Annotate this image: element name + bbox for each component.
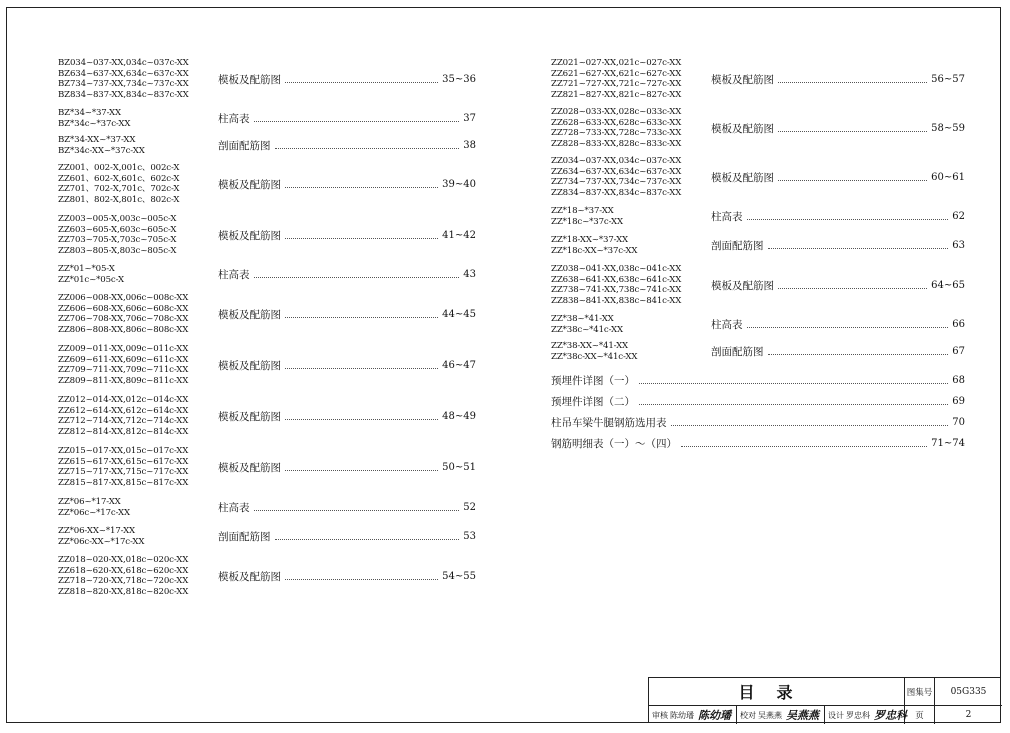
drawing-code: ZZ615~617-XX,615c~617c-XX xyxy=(58,456,189,467)
page-number: 64~65 xyxy=(931,279,965,291)
drawing-code: ZZ*38~*41-XX xyxy=(551,314,614,324)
drawing-code: ZZ828~833-XX,828c~833c-XX xyxy=(551,138,682,149)
drawing-code: ZZ038~041-XX,038c~041c-XX xyxy=(551,264,682,274)
design-name: 罗忠科 xyxy=(846,710,870,720)
toc-entry xyxy=(58,214,476,256)
page-number: 48~49 xyxy=(442,410,476,422)
drawing-codes xyxy=(58,264,210,285)
page-number: 44~45 xyxy=(442,308,476,320)
dot-leader xyxy=(768,354,949,355)
page-number: 43 xyxy=(463,269,476,280)
drawing-code: ZZ606~608-XX,606c~608c-XX xyxy=(58,303,189,314)
toc-entry xyxy=(551,433,965,454)
page-number: 50~51 xyxy=(442,461,476,473)
drawing-code: ZZ*06c-XX~*17c-XX xyxy=(58,536,145,547)
entry-title: 模板及配筋图 xyxy=(218,178,281,191)
dot-leader xyxy=(778,82,927,83)
dot-leader xyxy=(285,238,438,239)
entry-title: 钢筋明细表（一）～（四） xyxy=(551,438,677,450)
toc-column-left xyxy=(58,58,476,597)
drawing-code: BZ734~737-XX,734c~737c-XX xyxy=(58,79,189,89)
dot-leader xyxy=(254,121,460,122)
review-label: 审核 xyxy=(652,710,668,720)
dot-leader xyxy=(285,470,438,471)
entry-title: 模板及配筋图 xyxy=(218,461,281,474)
review-cell xyxy=(649,706,737,724)
dot-leader xyxy=(285,317,438,318)
dot-leader xyxy=(778,180,927,181)
entry-title: 柱高表 xyxy=(711,319,743,331)
drawing-code: ZZ706~708-XX,706c~708c-XX xyxy=(58,314,189,324)
drawing-code: ZZ034~037-XX,034c~037c-XX xyxy=(551,156,682,166)
entry-title: 模板及配筋图 xyxy=(711,122,774,135)
drawing-code: ZZ809~811-XX,809c~811c-XX xyxy=(58,375,189,386)
toc-entry xyxy=(58,395,476,437)
toc-entry xyxy=(58,163,476,205)
toc-entry xyxy=(58,497,476,518)
toc-entry xyxy=(58,135,476,156)
drawing-code: ZZ*38c-XX~*41c-XX xyxy=(551,351,638,362)
drawing-code: ZZ703~705-X,703c~705c-X xyxy=(58,235,177,245)
page-number: 56~57 xyxy=(931,73,965,85)
page-number: 68 xyxy=(952,375,965,386)
drawing-code: BZ834~837-XX,834c~837c-XX xyxy=(58,89,189,100)
drawing-code: BZ034~037-XX,034c~037c-XX xyxy=(58,58,189,68)
toc-entry xyxy=(551,412,965,433)
page-number: 46~47 xyxy=(442,359,476,371)
drawing-codes xyxy=(58,214,210,256)
page-number: 58~59 xyxy=(931,122,965,134)
page-number: 41~42 xyxy=(442,229,476,241)
dot-leader xyxy=(681,446,927,447)
entry-title: 模板及配筋图 xyxy=(711,279,774,292)
dot-leader xyxy=(275,148,460,149)
toc-entry xyxy=(551,264,965,306)
review-signature: 陈幼璠 xyxy=(698,709,731,722)
drawing-codes xyxy=(58,344,210,386)
entry-title: 柱高表 xyxy=(218,502,250,514)
toc-entry xyxy=(551,58,965,100)
entry-title: 预埋件详图（一） xyxy=(551,375,635,387)
drawing-codes xyxy=(551,264,703,306)
drawing-code: ZZ*18~*37-XX xyxy=(551,206,614,216)
drawing-code: ZZ721~727-XX,721c~727c-XX xyxy=(551,79,682,89)
dot-leader xyxy=(639,383,948,384)
page-number: 63 xyxy=(952,240,965,251)
check-label: 校对 xyxy=(740,710,756,720)
drawing-code: ZZ603~605-X,603c~605c-X xyxy=(58,224,177,235)
page-number: 69 xyxy=(952,396,965,407)
dot-leader xyxy=(285,579,438,580)
entry-title: 模板及配筋图 xyxy=(711,171,774,184)
drawing-code: ZZ028~033-XX,028c~033c-XX xyxy=(551,107,682,117)
page-number: 71~74 xyxy=(931,438,965,449)
drawing-code: ZZ*18c~*37c-XX xyxy=(551,216,623,227)
dot-leader xyxy=(747,327,949,328)
toc-entry xyxy=(58,344,476,386)
drawing-code: BZ*34-XX~*37-XX xyxy=(58,135,136,145)
drawing-codes xyxy=(58,163,210,205)
drawing-codes xyxy=(58,293,210,335)
drawing-code: ZZ009~011-XX,009c~011c-XX xyxy=(58,344,189,354)
entry-title: 剖面配筋图 xyxy=(711,240,764,252)
entry-title: 剖面配筋图 xyxy=(218,531,271,543)
design-signature: 罗忠科 xyxy=(874,709,907,722)
drawing-code: BZ634~637-XX,634c~637c-XX xyxy=(58,68,189,79)
page-number: 2 xyxy=(965,710,972,720)
drawing-code: ZZ634~637-XX,634c~637c-XX xyxy=(551,166,682,177)
entry-title: 剖面配筋图 xyxy=(711,346,764,358)
dot-leader xyxy=(671,425,949,426)
atlas-number-label: 图集号 xyxy=(905,678,935,706)
design-label: 设计 xyxy=(828,710,844,720)
drawing-codes xyxy=(551,107,703,149)
entry-title: 剖面配筋图 xyxy=(218,140,271,152)
toc-entry xyxy=(551,391,965,412)
drawing-code: ZZ*01c~*05c-X xyxy=(58,274,124,285)
drawing-code: ZZ734~737-XX,734c~737c-XX xyxy=(551,177,682,187)
entry-title: 柱高表 xyxy=(711,211,743,223)
drawing-code: ZZ638~641-XX,638c~641c-XX xyxy=(551,274,682,285)
dot-leader xyxy=(285,419,438,420)
toc-entry xyxy=(58,446,476,488)
drawing-code: ZZ012~014-XX,012c~014c-XX xyxy=(58,395,189,405)
page-number: 54~55 xyxy=(442,570,476,582)
design-cell xyxy=(825,706,912,724)
page-number: 53 xyxy=(463,531,476,542)
drawing-code: ZZ728~733-XX,728c~733c-XX xyxy=(551,128,682,138)
signature-row xyxy=(649,706,905,724)
drawing-code: ZZ003~005-X,003c~005c-X xyxy=(58,214,177,224)
toc-entry xyxy=(58,555,476,597)
entry-title: 模板及配筋图 xyxy=(218,570,281,583)
dot-leader xyxy=(254,510,460,511)
title-block-title: 目录 xyxy=(649,678,905,706)
dot-leader xyxy=(285,187,438,188)
drawing-code: ZZ628~633-XX,628c~633c-XX xyxy=(551,117,682,128)
toc-entry xyxy=(551,235,965,256)
atlas-number: 05G335 xyxy=(935,678,1002,706)
dot-leader xyxy=(275,539,460,540)
page-number: 35~36 xyxy=(442,73,476,85)
entry-title: 预埋件详图（二） xyxy=(551,396,635,408)
drawing-codes xyxy=(58,135,210,156)
toc-entry xyxy=(551,370,965,391)
drawing-code: ZZ803~805-X,803c~805c-X xyxy=(58,245,177,256)
drawing-code: ZZ712~714-XX,712c~714c-XX xyxy=(58,416,189,426)
drawing-code: ZZ806~808-XX,806c~808c-XX xyxy=(58,324,189,335)
entry-title: 模板及配筋图 xyxy=(218,308,281,321)
drawing-codes xyxy=(58,555,210,597)
drawing-code: ZZ718~720-XX,718c~720c-XX xyxy=(58,576,189,586)
toc-entry xyxy=(551,156,965,198)
page-number: 39~40 xyxy=(442,178,476,190)
drawing-codes xyxy=(58,446,210,488)
dot-leader xyxy=(639,404,948,405)
drawing-code: ZZ*06c~*17c-XX xyxy=(58,507,130,518)
entry-title: 模板及配筋图 xyxy=(218,359,281,372)
toc-entry xyxy=(58,293,476,335)
toc-entry xyxy=(58,526,476,547)
dot-leader xyxy=(254,277,460,278)
page-number: 66 xyxy=(952,319,965,330)
check-cell xyxy=(737,706,825,724)
drawing-code: ZZ609~611-XX,609c~611c-XX xyxy=(58,354,189,365)
drawing-code: BZ*34c~*37c-XX xyxy=(58,118,131,129)
drawing-code: ZZ*01~*05-X xyxy=(58,264,115,274)
toc-entry xyxy=(551,107,965,149)
page-label: 页 xyxy=(905,706,935,724)
dot-leader xyxy=(768,248,949,249)
drawing-code: ZZ821~827-XX,821c~827c-XX xyxy=(551,89,682,100)
drawing-code: ZZ834~837-XX,834c~837c-XX xyxy=(551,187,682,198)
page-number: 62 xyxy=(952,211,965,222)
drawing-code: ZZ815~817-XX,815c~817c-XX xyxy=(58,477,189,488)
drawing-code: ZZ018~020-XX,018c~020c-XX xyxy=(58,555,189,565)
drawing-codes xyxy=(58,395,210,437)
drawing-code: ZZ*18c-XX~*37c-XX xyxy=(551,245,638,256)
page-number: 70 xyxy=(952,417,965,428)
drawing-code: ZZ*06~*17-XX xyxy=(58,497,121,507)
drawing-code: ZZ006~008-XX,006c~008c-XX xyxy=(58,293,189,303)
drawing-code: ZZ801、802-X,801c、802c-X xyxy=(58,194,180,205)
entry-title: 模板及配筋图 xyxy=(218,73,281,86)
drawing-codes xyxy=(551,156,703,198)
dot-leader xyxy=(285,368,438,369)
entry-title: 模板及配筋图 xyxy=(218,229,281,242)
drawing-code: ZZ618~620-XX,618c~620c-XX xyxy=(58,565,189,576)
drawing-code: ZZ*38-XX~*41-XX xyxy=(551,341,629,351)
title-block xyxy=(648,677,1001,723)
drawing-code: ZZ*06-XX~*17-XX xyxy=(58,526,136,536)
drawing-code: ZZ621~627-XX,621c~627c-XX xyxy=(551,68,682,79)
toc-entry xyxy=(551,314,965,335)
check-signature: 吴燕燕 xyxy=(786,709,819,722)
drawing-code: ZZ738~741-XX,738c~741c-XX xyxy=(551,285,682,295)
dot-leader xyxy=(747,219,949,220)
drawing-code: ZZ021~027-XX,021c~027c-XX xyxy=(551,58,682,68)
drawing-codes xyxy=(551,206,703,227)
page-number: 52 xyxy=(463,502,476,513)
toc-column-right xyxy=(551,58,965,454)
page-number: 37 xyxy=(463,113,476,124)
drawing-code: ZZ*38c~*41c-XX xyxy=(551,324,623,335)
drawing-codes xyxy=(58,526,210,547)
entry-title: 柱高表 xyxy=(218,269,250,281)
entry-title: 柱吊车梁牛腿钢筋选用表 xyxy=(551,417,667,429)
drawing-code: ZZ818~820-XX,818c~820c-XX xyxy=(58,586,189,597)
toc-entry xyxy=(58,58,476,100)
drawing-codes xyxy=(551,341,703,362)
drawing-code: ZZ015~017-XX,015c~017c-XX xyxy=(58,446,189,456)
page-number: 67 xyxy=(952,346,965,357)
check-name: 吴燕燕 xyxy=(758,710,782,720)
review-name: 陈幼璠 xyxy=(670,710,694,720)
drawing-code: BZ*34~*37-XX xyxy=(58,108,121,118)
drawing-codes xyxy=(58,497,210,518)
drawing-code: ZZ715~717-XX,715c~717c-XX xyxy=(58,467,189,477)
page-number: 38 xyxy=(463,140,476,151)
toc-entry xyxy=(58,108,476,129)
dot-leader xyxy=(285,82,438,83)
drawing-code: ZZ709~711-XX,709c~711c-XX xyxy=(58,365,189,375)
page-number: 60~61 xyxy=(931,171,965,183)
toc-entry xyxy=(58,264,476,285)
drawing-code: ZZ*18-XX~*37-XX xyxy=(551,235,629,245)
drawing-codes xyxy=(58,108,210,129)
drawing-code: ZZ612~614-XX,612c~614c-XX xyxy=(58,405,189,416)
entry-title: 模板及配筋图 xyxy=(218,410,281,423)
drawing-code: ZZ001、002-X,001c、002c-X xyxy=(58,163,180,173)
dot-leader xyxy=(778,131,927,132)
dot-leader xyxy=(778,288,927,289)
drawing-code: BZ*34c-XX~*37c-XX xyxy=(58,145,145,156)
drawing-codes xyxy=(551,314,703,335)
drawing-codes xyxy=(551,58,703,100)
drawing-code: ZZ601、602-X,601c、602c-X xyxy=(58,173,180,184)
toc-entry xyxy=(551,206,965,227)
toc-entry xyxy=(551,341,965,362)
drawing-code: ZZ812~814-XX,812c~814c-XX xyxy=(58,426,189,437)
drawing-codes xyxy=(58,58,210,100)
drawing-code: ZZ701、702-X,701c、702c-X xyxy=(58,184,180,194)
drawing-codes xyxy=(551,235,703,256)
entry-title: 模板及配筋图 xyxy=(711,73,774,86)
drawing-code: ZZ838~841-XX,838c~841c-XX xyxy=(551,295,682,306)
entry-title: 柱高表 xyxy=(218,113,250,125)
